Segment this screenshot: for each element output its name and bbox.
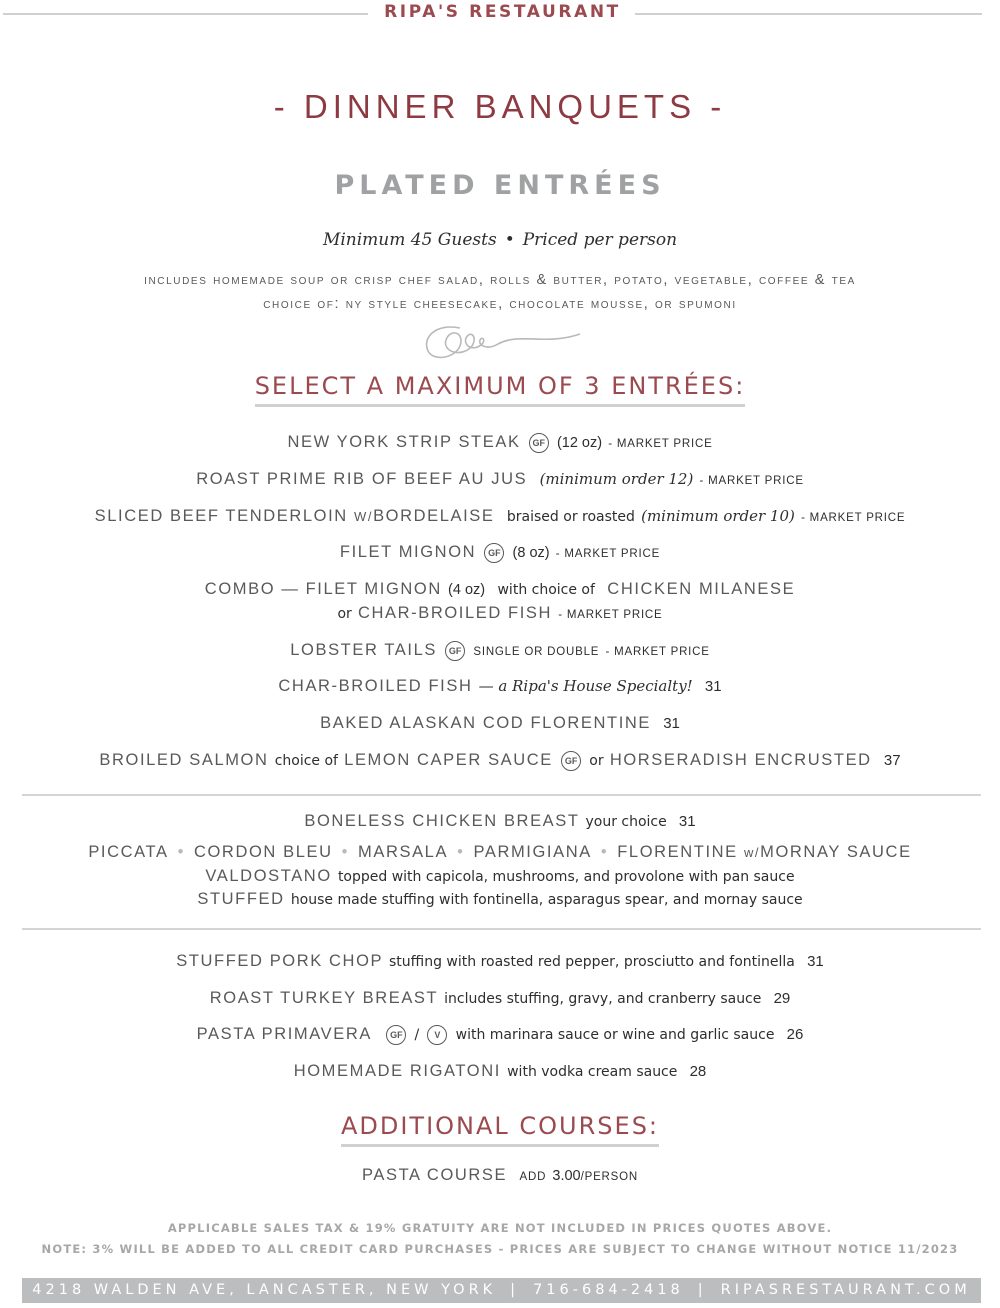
menu-item: NEW YORK STRIP STEAK GF (12 oz) - MARKET PRICE [287,433,713,451]
gluten-free-icon: GF [445,641,465,661]
bullet: • [504,230,515,250]
vegetarian-icon: V [427,1025,447,1045]
menu-item: PASTA PRIMAVERA GF / V with marinara sauce or wine and garlic sauce 26 [196,1025,804,1043]
restaurant-name: RIPA'S RESTAURANT [384,2,621,22]
menu-item: ROAST TURKEY BREAST includes stuffing, gravy, and cranberry sauce 29 [209,989,791,1007]
guest-info [0,230,1000,250]
menu-item: CHAR-BROILED FISH — a Ripa's House Specialty! 31 [278,677,722,695]
style-parmigiana: PARMIGIANA [473,843,592,861]
includes-line-2: choice of: ny style cheesecake, chocolate mousse, or spumoni [263,296,737,312]
section-divider [22,928,981,930]
menu-item: BROILED SALMON choice of LEMON CAPER SAUCE GF or HORSERADISH ENCRUSTED 37 [99,751,901,769]
chicken-item: BONELESS CHICKEN BREAST your choice 31 [304,812,696,830]
style-piccata: PICCATA [88,843,169,861]
menu-item: FILET MIGNON GF (8 oz) - MARKET PRICE [339,543,661,561]
tax-note: APPLICABLE SALES TAX & 19% GRATUITY ARE NOT INCLUDED IN PRICES QUOTES ABOVE. [167,1221,833,1235]
phone-number[interactable]: 716-684-2418 [533,1282,684,1298]
chicken-valdostano: VALDOSTANO topped with capicola, mushrooms, and provolone with pan sauce [205,867,795,885]
entrees-heading: SELECT A MAXIMUM OF 3 ENTRÉES: [255,372,746,407]
includes-line-1: includes homemade soup or crisp chef salad, rolls & butter, potato, vegetable, coffee & tea [144,272,856,288]
page-title: - DINNER BANQUETS - [273,88,727,125]
menu-item: SLICED BEEF TENDERLOIN W/BORDELAISE braised or roasted (minimum order 10) - MARKET PRICE [94,507,906,525]
menu-item: COMBO — FILET MIGNON (4 oz) with choice of CHICKEN MILANESE [204,580,796,598]
chicken-styles: PICCATA • CORDON BLEU • MARSALA • PARMIGIANA • FLORENTINE w/MORNAY SAUCE [88,843,912,861]
header-rule-right [635,13,982,15]
additional-heading-wrap [0,1112,1000,1147]
menu-item-continued: or CHAR-BROILED FISH - MARKET PRICE [337,604,663,622]
section-divider [22,794,981,796]
style-florentine: FLORENTINE [617,843,738,861]
website-link[interactable]: RIPASRESTAURANT.COM [720,1282,971,1298]
credit-card-note: NOTE: 3% WILL BE ADDED TO ALL CREDIT CARD PURCHASES - PRICES ARE SUBJECT TO CHANGE WITHOUT NOTICE 11/2023 [41,1242,959,1256]
address: 4218 WALDEN AVE, LANCASTER, NEW YORK [32,1282,497,1298]
top-header [0,2,1000,26]
entrees-heading-wrap [0,372,1000,407]
includes-text [0,268,1000,316]
chicken-stuffed: STUFFED house made stuffing with fontinella, asparagus spear, and mornay sauce [197,890,803,908]
style-marsala: MARSALA [358,843,449,861]
pasta-course-item: PASTA COURSE ADD 3.00/PERSON [362,1166,638,1184]
gluten-free-icon: GF [484,543,504,563]
minimum-guests: Minimum 45 Guests [322,230,497,250]
footer-contact-bar: 4218 WALDEN AVE, LANCASTER, NEW YORK | 716-684-2418 | RIPASRESTAURANT.COM [22,1278,981,1303]
menu-item: ROAST PRIME RIB OF BEEF AU JUS (minimum order 12) - MARKET PRICE [196,470,804,488]
menu-item: STUFFED PORK CHOP stuffing with roasted red pepper, prosciutto and fontinella 31 [176,952,824,970]
menu-item: LOBSTER TAILS GF SINGLE OR DOUBLE - MARKET PRICE [290,641,710,659]
menu-item: HOMEMADE RIGATONI with vodka cream sauce 28 [293,1062,707,1080]
additional-heading: ADDITIONAL COURSES: [341,1112,659,1147]
flourish-ornament-icon [420,318,585,363]
style-cordon-bleu: CORDON BLEU [193,843,333,861]
section-title: PLATED ENTRÉES [334,170,666,201]
fine-print [0,1218,1000,1260]
pricing-note: Priced per person [522,230,678,250]
gluten-free-icon: GF [561,751,581,771]
menu-item: BAKED ALASKAN COD FLORENTINE 31 [320,714,680,732]
gluten-free-icon: GF [386,1025,406,1045]
header-rule-left [3,13,368,15]
gluten-free-icon: GF [529,433,549,453]
